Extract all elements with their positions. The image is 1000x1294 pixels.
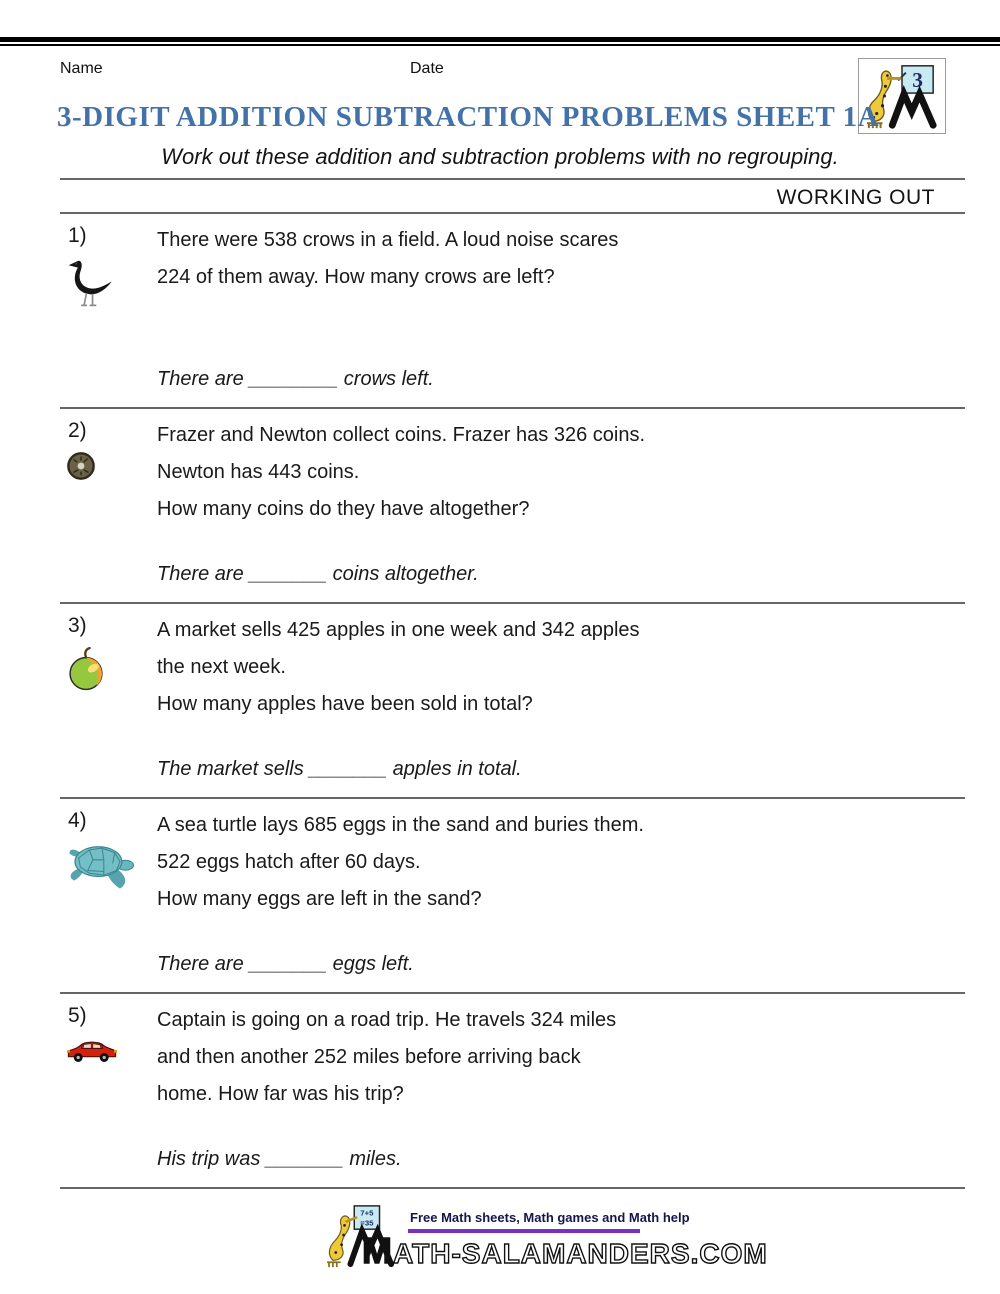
problem-number: 3): [68, 614, 87, 637]
coin-icon: [66, 451, 96, 481]
problem-text-line: Newton has 443 coins.: [157, 461, 360, 483]
problem-text-line: A sea turtle lays 685 eggs in the sand and buries them.: [157, 814, 644, 836]
problem-text: [157, 612, 640, 723]
name-label: Name: [60, 60, 103, 77]
working-out-header: [60, 178, 965, 214]
apple-icon: [66, 646, 106, 692]
page-title: 3-DIGIT ADDITION SUBTRACTION PROBLEMS SHEET 1A: [57, 101, 880, 133]
problem-list: [60, 214, 965, 1189]
problem-text: [157, 417, 645, 528]
problem-number: 1): [68, 224, 87, 247]
footer: [0, 1202, 1000, 1272]
problem-text-line: A market sells 425 apples in one week and 342 apples: [157, 619, 640, 641]
problem-text-line: Captain is going on a road trip. He travels 324 miles: [157, 1009, 617, 1031]
answer-sentence: There are _______ coins altogether.: [157, 563, 479, 585]
problem-row: [60, 214, 965, 409]
answer-sentence: There are ________ crows left.: [157, 368, 434, 390]
problem-text-line: 224 of them away. How many crows are left?: [157, 266, 555, 288]
answer-sentence: The market sells _______ apples in total.: [157, 758, 522, 780]
date-label: Date: [410, 60, 444, 77]
problem-number: 2): [68, 419, 87, 442]
problem-text-line: the next week.: [157, 656, 286, 678]
problem-number: 4): [68, 809, 87, 832]
problem-text-line: Frazer and Newton collect coins. Frazer has 326 coins.: [157, 424, 645, 446]
top-border-rule: [0, 37, 1000, 46]
problem-text-line: How many apples have been sold in total?: [157, 693, 533, 715]
turtle-icon: [66, 841, 138, 893]
problem-text-line: home. How far was his trip?: [157, 1083, 404, 1105]
problem-row: [60, 994, 965, 1189]
problem-text: [157, 222, 618, 296]
problem-text-line: There were 538 crows in a field. A loud noise scares: [157, 229, 619, 251]
problem-text-line: How many eggs are left in the sand?: [157, 888, 482, 910]
site-name: MATH-SALAMANDERS.COM: [362, 1230, 768, 1271]
answer-sentence: There are _______ eggs left.: [157, 953, 414, 975]
working-out-label: WORKING OUT: [776, 186, 935, 209]
problem-number: 5): [68, 1004, 87, 1027]
crow-icon: [66, 256, 116, 310]
problem-row: [60, 799, 965, 994]
name-date-row: [60, 60, 444, 78]
answer-sentence: His trip was _______ miles.: [157, 1148, 402, 1170]
problem-text-line: How many coins do they have altogether?: [157, 498, 530, 520]
problem-row: [60, 604, 965, 799]
problem-text-line: 522 eggs hatch after 60 days.: [157, 851, 421, 873]
problem-text: [157, 1002, 616, 1113]
problem-text-line: and then another 252 miles before arriving back: [157, 1046, 581, 1068]
car-icon: [66, 1036, 118, 1066]
footer-tagline: Free Math sheets, Math games and Math help: [410, 1210, 690, 1225]
problem-text: [157, 807, 644, 918]
problem-row: [60, 409, 965, 604]
instruction-text: Work out these addition and subtraction problems with no regrouping.: [161, 144, 839, 169]
